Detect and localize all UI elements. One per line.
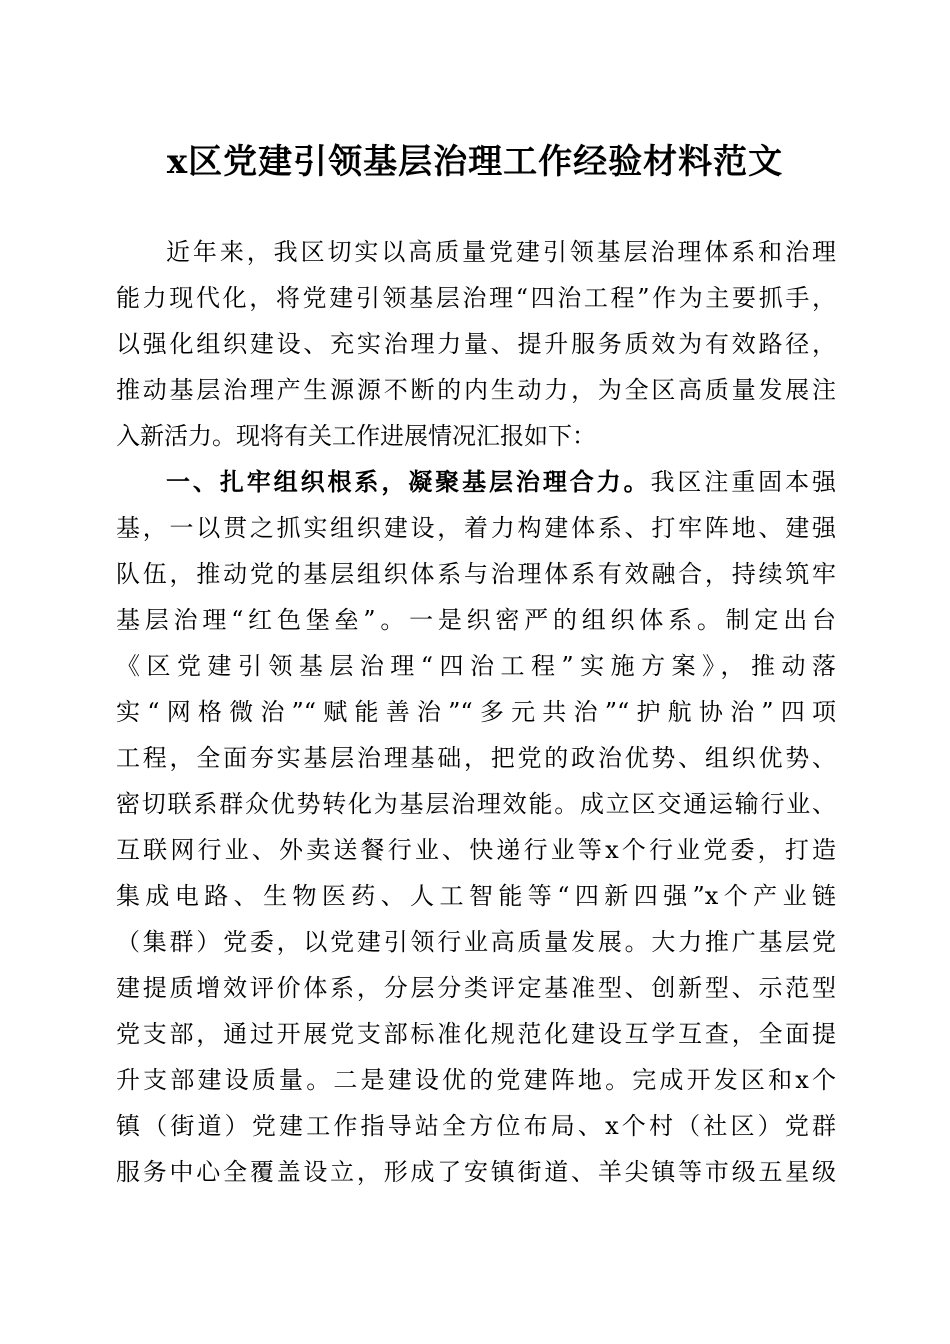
paragraph-line: 《区党建引领基层治理“四治工程”实施方案》，推动落 xyxy=(116,652,836,680)
paragraph-line: 实“网格微治”“赋能善治”“多元共治”“护航协治”四项 xyxy=(116,698,836,726)
section-first-line xyxy=(116,459,836,505)
paragraph-line: （集群）党委，以党建引领行业高质量发展。大力推广基层党 xyxy=(116,928,836,956)
section-heading-rest: 我区注重固本强 xyxy=(650,468,836,496)
paragraph-section-one xyxy=(116,459,836,1195)
document-title: x区党建引领基层治理工作经验材料范文 xyxy=(166,142,784,182)
paragraph-line: 升支部建设质量。二是建设优的党建阵地。完成开发区和x个 xyxy=(116,1066,836,1094)
paragraph-line: 以强化组织建设、充实治理力量、提升服务质效为有效路径， xyxy=(116,330,836,358)
document-body xyxy=(116,229,836,1195)
paragraph-intro xyxy=(116,229,836,459)
paragraph-line: 互联网行业、外卖送餐行业、快递行业等x个行业党委，打造 xyxy=(116,836,836,864)
section-heading: 一、扎牢组织根系，凝聚基层治理合力。 xyxy=(166,468,651,496)
paragraph-line: 密切联系群众优势转化为基层治理效能。成立区交通运输行业、 xyxy=(116,790,836,818)
paragraph-line: 能力现代化，将党建引领基层治理“四治工程”作为主要抓手， xyxy=(116,284,836,312)
paragraph-line: 建提质增效评价体系，分层分类评定基准型、创新型、示范型 xyxy=(116,974,836,1002)
paragraph-line: 服务中心全覆盖设立，形成了安镇街道、羊尖镇等市级五星级 xyxy=(116,1158,836,1186)
paragraph-line: 推动基层治理产生源源不断的内生动力，为全区高质量发展注 xyxy=(116,376,836,404)
paragraph-line: 基层治理“红色堡垒”。一是织密严的组织体系。制定出台 xyxy=(116,606,836,634)
paragraph-line: 近年来，我区切实以高质量党建引领基层治理体系和治理 xyxy=(166,238,836,266)
paragraph-line: 党支部，通过开展党支部标准化规范化建设互学互查，全面提 xyxy=(116,1020,836,1048)
paragraph-line: 镇（街道）党建工作指导站全方位布局、x个村（社区）党群 xyxy=(116,1112,836,1140)
paragraph-line: 队伍，推动党的基层组织体系与治理体系有效融合，持续筑牢 xyxy=(116,560,836,588)
paragraph-line: 工程，全面夯实基层治理基础，把党的政治优势、组织优势、 xyxy=(116,744,836,772)
paragraph-line: 入新活力。现将有关工作进展情况汇报如下： xyxy=(116,422,596,450)
paragraph-line: 基，一以贯之抓实组织建设，着力构建体系、打牢阵地、建强 xyxy=(116,514,836,542)
paragraph-line: 集成电路、生物医药、人工智能等“四新四强”x个产业链 xyxy=(116,882,836,910)
